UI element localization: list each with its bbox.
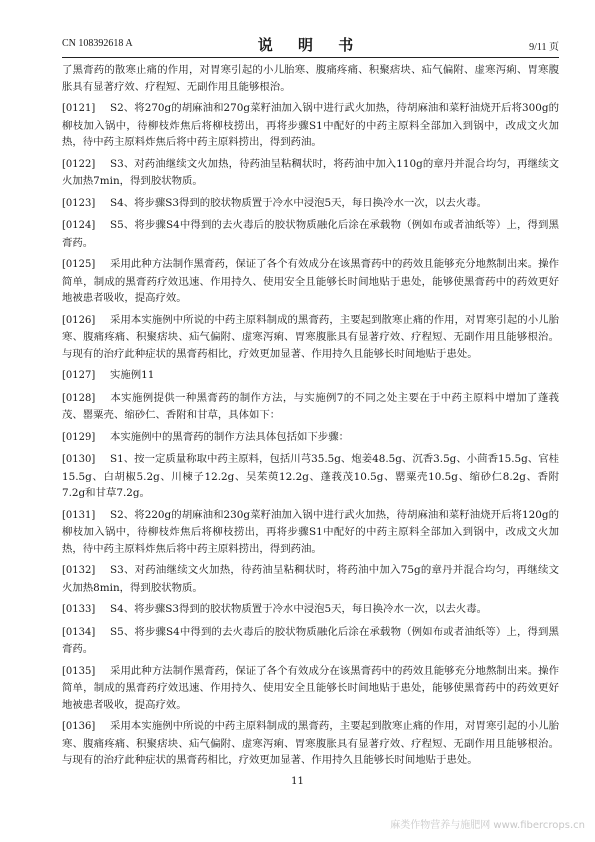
paragraph-text: 本实施例提供一种黑膏药的制作方法，与实施例7的不同之处主要在于中药主原料中增加了蓬莪茂、罂粟壳、缩砂仁、香附和甘草，具体如下：	[62, 391, 559, 421]
document-body	[62, 62, 559, 774]
paragraph-text: S2、将220g的胡麻油和230g菜籽油加入锅中进行武火加热，待胡麻油和菜籽油烧开后将120g的柳枝加入锅中，待柳枝炸焦后将柳枝捞出，再将步骤S1中配好的中药主原料全部加入到锅中，改成文火加热，待中药主原料炸焦后将中药主原料捞出，得到药油。	[62, 508, 559, 555]
numbered-paragraph	[62, 663, 559, 714]
paragraph-text: S5、将步骤S4中得到的去火毒后的胶状物质融化后涂在承载物（例如布或者油纸等）上，得到黑膏药。	[62, 219, 559, 249]
numbered-paragraph	[62, 390, 559, 424]
numbered-paragraph	[62, 312, 559, 363]
document-title: 说 明 书	[257, 36, 364, 54]
numbered-paragraph	[62, 507, 559, 558]
paragraph-text: S3、对药油继续文火加热，待药油呈粘稠状时，将药油中加入75g的章丹并混合均匀，再继续文火加热8min，得到胶状物质。	[62, 564, 559, 594]
numbered-paragraph	[62, 217, 559, 251]
numbered-paragraph	[62, 718, 559, 769]
numbered-paragraph	[62, 195, 559, 213]
paragraph-number: [0122]	[62, 158, 96, 170]
numbered-paragraph	[62, 601, 559, 619]
page-number: 11	[291, 776, 304, 787]
paragraph-number: [0127]	[62, 370, 96, 381]
numbered-paragraph	[62, 624, 559, 658]
paragraph-number: [0124]	[62, 220, 96, 231]
paragraph-text: S5、将步骤S4中得到的去火毒后的胶状物质融化后涂在承载物（例如布或者油纸等）上，得到黑膏药。	[62, 625, 559, 655]
page-header	[62, 34, 559, 54]
paragraph-text: S2、将270g的胡麻油和270g菜籽油加入锅中进行武火加热，待胡麻油和菜籽油烧开后将300g的柳枝加入锅中，待柳枝炸焦后将柳枝捞出，再将步骤S1中配好的中药主原料全部加入到锅中，改成文火加热，待中药主原料炸焦后将中药主原料捞出，得到药油。	[62, 102, 559, 148]
paragraph-text: S3、对药油继续文火加热，待药油呈粘稠状时，将药油中加入110g的章丹并混合均匀，再继续文火加热7min，得到胶状物质。	[62, 157, 559, 187]
page-label: 9/11 页	[529, 42, 559, 53]
intro-paragraph: 了黑膏药的散寒止痛的作用，对胃寒引起的小儿胎寒、腹痛疼痛、积聚痞块、疝气偏附、虚寒泻痢、胃寒腹胀具有显著疗效、疗程短、无副作用且能够根治。	[62, 64, 559, 93]
numbered-paragraph	[62, 156, 559, 190]
paragraph-number: [0131]	[62, 509, 96, 521]
paragraph-text: 本实施例中的黑膏药的制作方法具体包括如下步骤：	[110, 430, 349, 443]
paragraph-number: [0134]	[62, 626, 96, 638]
numbered-paragraph	[62, 451, 559, 502]
paragraph-text: 实施例11	[110, 369, 155, 381]
numbered-paragraph	[62, 256, 559, 307]
paragraph-text: S4、将步骤S3得到的胶状物质置于冷水中浸泡5天，每日换冷水一次，以去火毒。	[110, 603, 487, 615]
watermark: 麻类作物营养与施肥网 www.fibercrops.cn	[390, 820, 585, 831]
paragraph-number: [0130]	[62, 454, 96, 465]
paragraph-number: [0128]	[62, 392, 96, 404]
paragraph-number: [0125]	[62, 259, 96, 270]
numbered-paragraph	[62, 100, 559, 151]
paragraph-number: [0136]	[62, 721, 96, 732]
paragraph-number: [0133]	[62, 604, 96, 615]
paragraph-number: [0126]	[62, 314, 96, 326]
header-divider	[62, 57, 559, 58]
paragraph-text: S4、将步骤S3得到的胶状物质置于冷水中浸泡5天，每日换冷水一次，以去火毒。	[110, 196, 487, 209]
paragraph-number: [0135]	[62, 665, 96, 677]
numbered-paragraph	[62, 562, 559, 596]
paragraph-text: 采用本实施例中所说的中药主原料制成的黑膏药，主要起到散寒止痛的作用，对胃寒引起的小儿胎寒、腹痛疼痛、积聚痞块、疝气偏附、虚寒泻痢、胃寒腹胀具有显著疗效、疗程短、无副作用且能够根治。与现有的治疗此种症状的黑膏药相比，疗效更加显著、作用持久且能够长时间地贴于患处。	[62, 313, 559, 360]
paragraph-text: 采用此种方法制作黑膏药，保证了各个有效成分在该黑膏药中的药效且能够充分地熬制出来。操作简单，制成的黑膏药疗效迅速、作用持久、使用安全且能够长时间地贴于患处，能够使黑膏药中的药效更好地被患者吸收，提高疗效。	[62, 258, 559, 304]
paragraph-text: 采用本实施例中所说的中药主原料制成的黑膏药，主要起到散寒止痛的作用，对胃寒引起的小儿胎寒、腹痛疼痛、积聚痞块、疝气偏附、虚寒泻痢、胃寒腹胀具有显著疗效、疗程短、无副作用且能够根治。与现有的治疗此种症状的黑膏药相比，疗效更加显著、作用持久且能够长时间地贴于患处。	[62, 720, 559, 766]
section-heading	[62, 367, 559, 385]
numbered-paragraph	[62, 429, 559, 447]
paragraph-number: [0123]	[62, 197, 96, 209]
paragraph-number: [0121]	[62, 103, 96, 114]
paragraph-text: S1、按一定质量称取中药主原料，包括川芎35.5g、炮姜48.5g、沉香3.5g、小茴香15.5g、官桂15.5g、白胡椒5.2g、川楝子12.2g、吴茱萸12.2g、蓬莪茂10.5g、罂粟壳10.5g、缩砂仁8.2g、香附7.2g和甘草7.2g。	[62, 453, 559, 499]
paragraph-number: [0129]	[62, 431, 96, 443]
paragraph-number: [0132]	[62, 565, 96, 576]
paragraph-text: 采用此种方法制作黑膏药，保证了各个有效成分在该黑膏药中的药效且能够充分地熬制出来。操作简单，制成的黑膏药疗效迅速、作用持久、使用安全且能够长时间地贴于患处，能够使黑膏药中的药效更好地被患者吸收，提高疗效。	[62, 664, 559, 711]
document-id: CN 108392618 A	[62, 38, 133, 49]
